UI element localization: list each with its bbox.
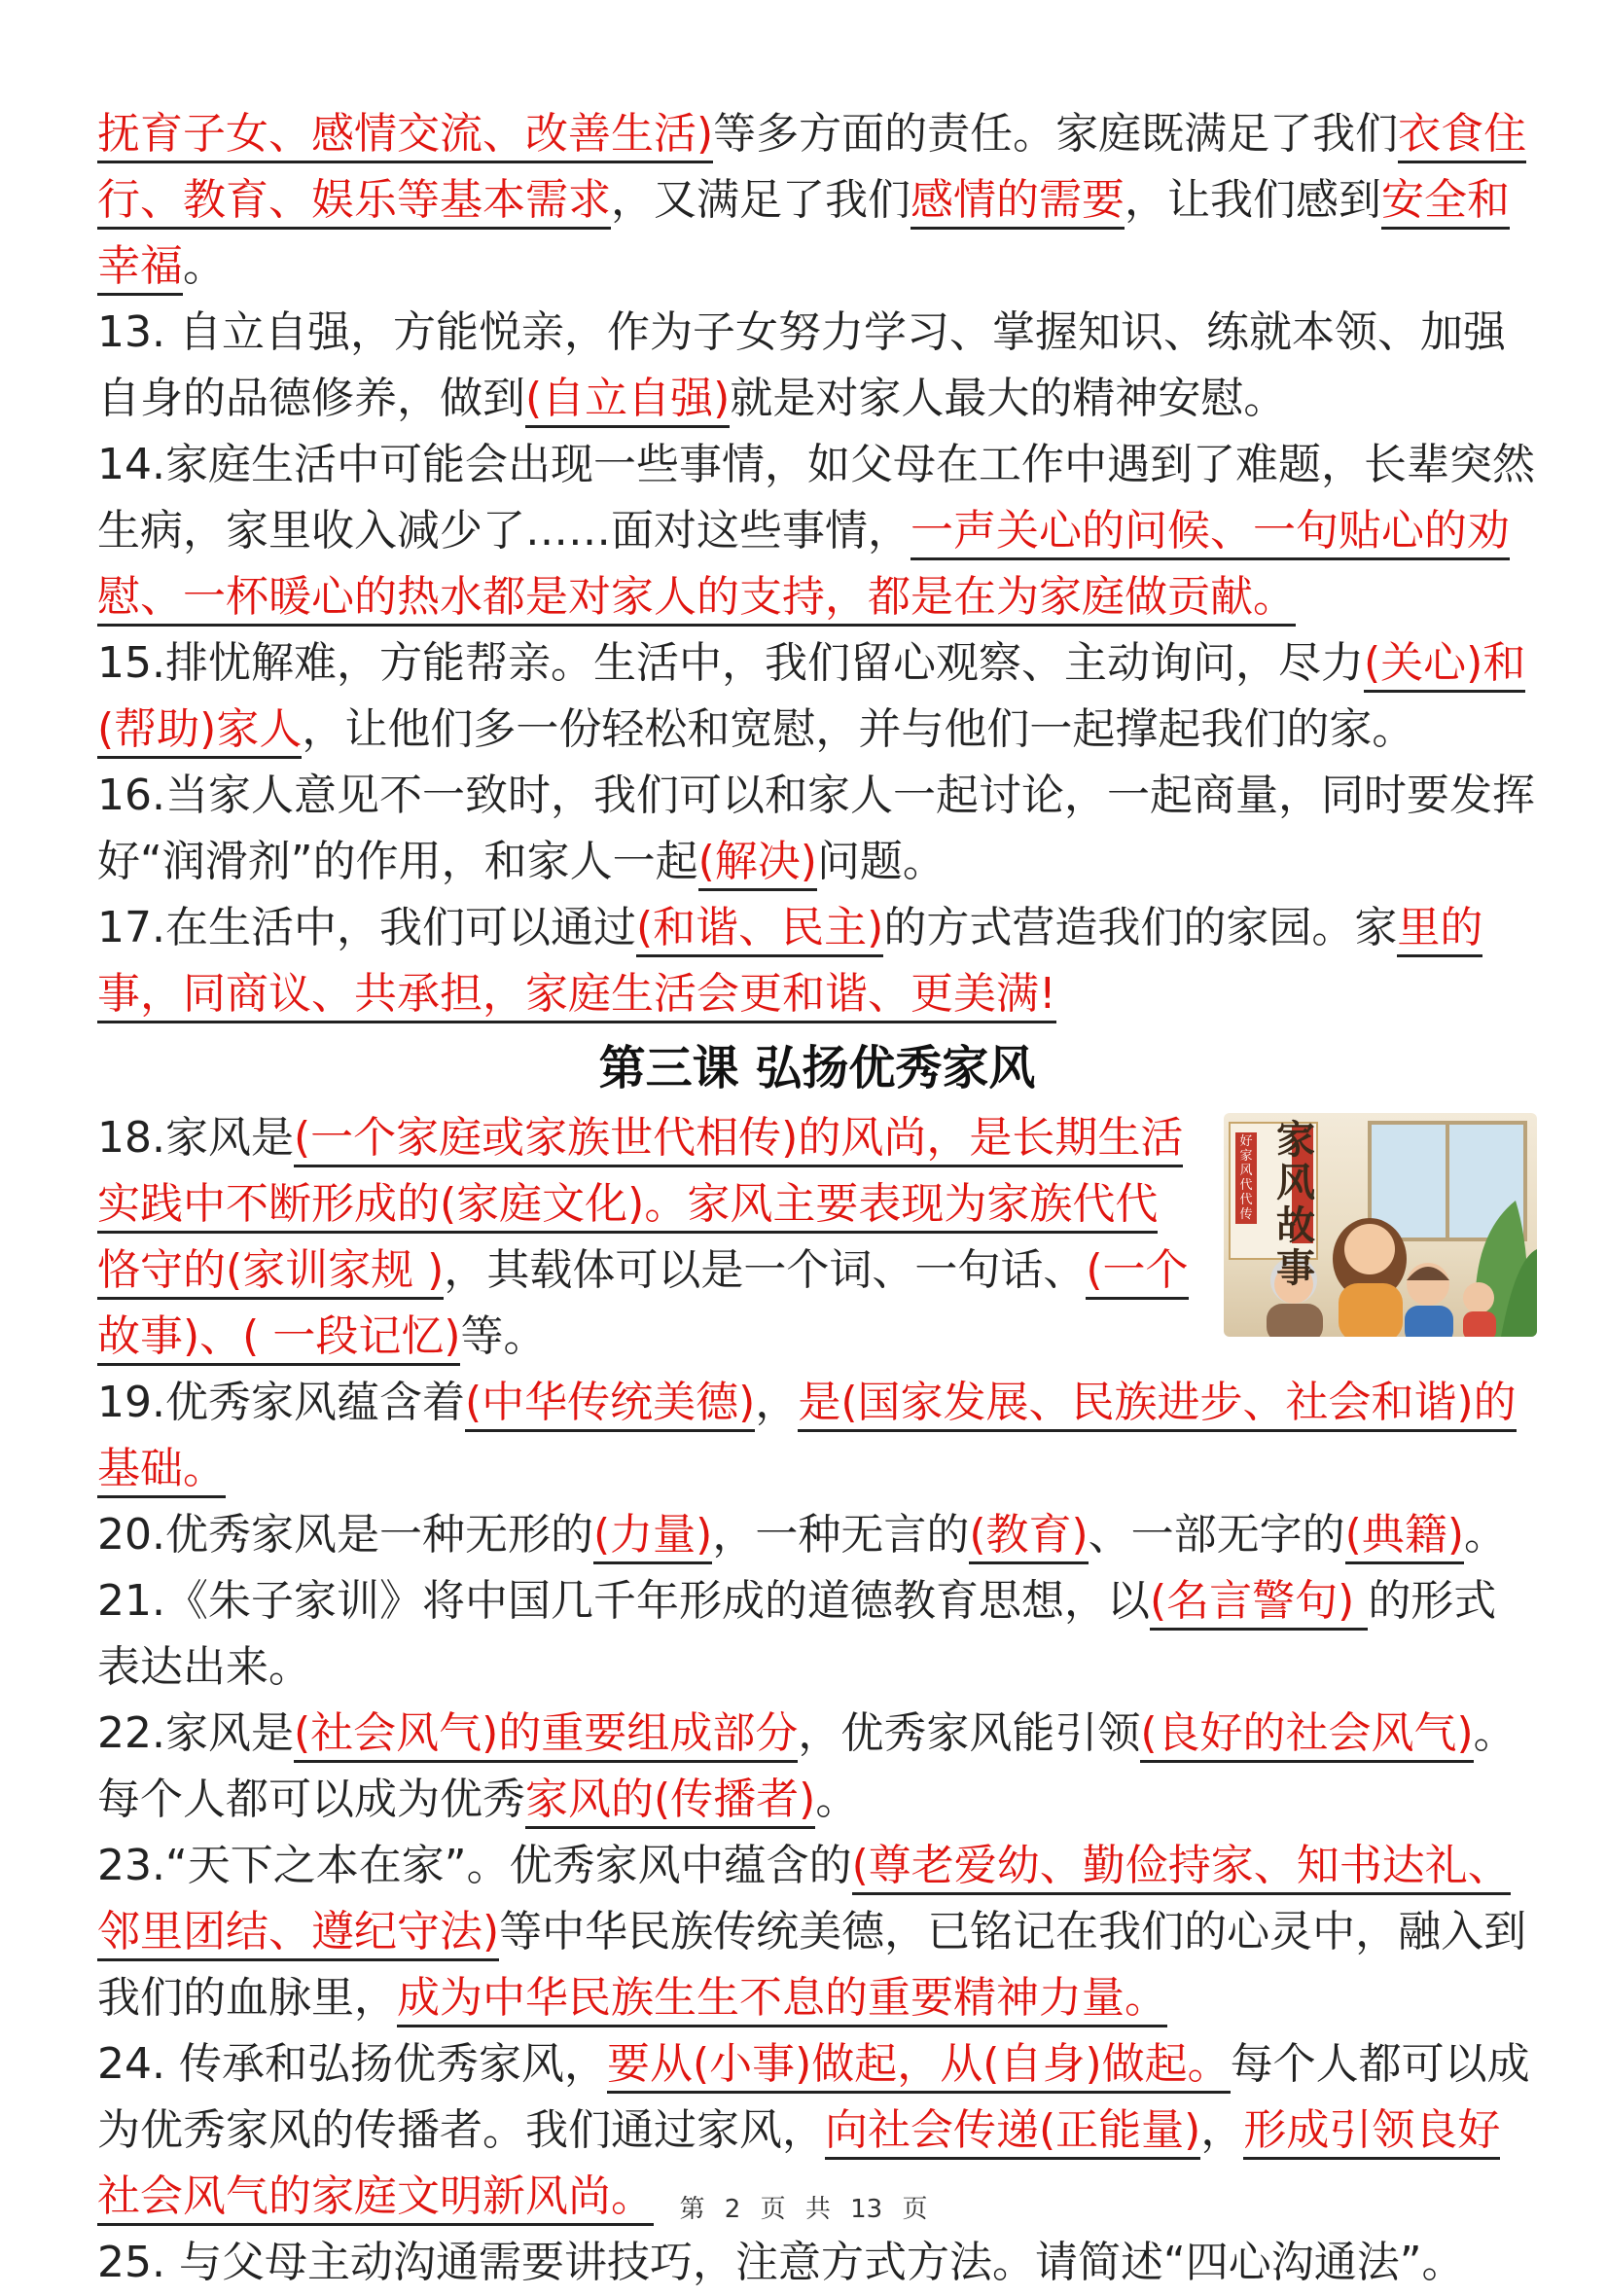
body-text: 的形式表达出来。 <box>97 1576 1497 1692</box>
page-footer <box>0 2189 1607 2225</box>
body-text: 每个人都可以成为优秀家风的传播者。我们通过家风， <box>97 2039 1530 2155</box>
body-text: 23.“天下之本在家”。优秀家风中蕴含的 <box>97 1841 852 1890</box>
body-text: 。 <box>815 1775 859 1824</box>
body-text: 20.优秀家风是一种无形的 <box>97 1510 593 1560</box>
body-text: 。 <box>183 241 226 291</box>
body-text: ，让他们多一份轻松和宽慰，并与他们一起撑起我们的家。 <box>302 704 1415 754</box>
body-text: 的方式营造我们的家园。家 <box>883 903 1398 952</box>
body-text: 22.家风是 <box>97 1708 294 1758</box>
lesson-title: 第三课 弘扬优秀家风 <box>598 1041 1036 1095</box>
body-text: ，优秀家风能引领 <box>798 1708 1141 1758</box>
footer-label: 第 <box>679 2195 705 2224</box>
answer-text: (关心)和(帮助)家人 <box>97 638 1525 759</box>
body-text: 15.排忧解难，方能帮亲。生活中，我们留心观察、主动询问，尽力 <box>97 638 1364 688</box>
body-text: ，其载体可以是一个词、一句话、 <box>444 1245 1087 1295</box>
illustration-title: 家风故事 <box>1276 1117 1315 1291</box>
body-text: 。每个人都可以成为优秀 <box>97 1708 1517 1824</box>
answer-text: (社会风气)的重要组成部分 <box>294 1708 798 1763</box>
document-page <box>97 101 1537 2296</box>
answer-text: 里的事，同商议、共承担，家庭生活会更和谐、更美满! <box>97 903 1482 1023</box>
illustration-art <box>1224 1113 1537 1337</box>
body-text: 14.家庭生活中可能会出现一些事情，如父母在工作中遇到了难题，长辈突然生病，家里收入减少了……面对这些事情， <box>97 440 1535 556</box>
paragraph <box>97 101 1537 300</box>
body-text: ， <box>755 1378 799 1427</box>
answer-text: (力量) <box>593 1510 712 1564</box>
answer-text: 一声关心的问候、一句贴心的劝慰、一杯暖心的热水都是对家人的支持，都是在为家庭做贡献。 <box>97 506 1510 627</box>
total-pages: 13 <box>850 2195 883 2224</box>
body-text: 等多方面的责任。家庭既满足了我们 <box>713 109 1399 159</box>
paragraphs-bottom <box>97 1105 1537 2296</box>
paragraph <box>97 1105 1537 1370</box>
answer-text: (典籍) <box>1345 1510 1464 1564</box>
answer-text: 是(国家发展、民族进步、社会和谐)的基础。 <box>97 1378 1517 1498</box>
body-text: ，又满足了我们 <box>611 175 911 225</box>
paragraphs-top <box>97 101 1537 1027</box>
family-story-illustration <box>1224 1113 1537 1337</box>
body-text: 16.当家人意见不一致时，我们可以和家人一起讨论，一起商量，同时要发挥好“润滑剂”的作用，和家人一起 <box>97 771 1535 886</box>
body-text: ，一种无言的 <box>712 1510 970 1560</box>
paragraph <box>97 432 1537 630</box>
answer-text: 抚育子女、感情交流、改善生活) <box>97 109 713 163</box>
paragraph <box>97 1502 1537 1568</box>
answer-text: (良好的社会风气) <box>1140 1708 1473 1763</box>
body-text: ，让我们感到 <box>1125 175 1381 225</box>
body-text: ， <box>1200 2105 1244 2155</box>
body-text: 、一部无字的 <box>1088 1510 1345 1560</box>
answer-text: 向社会传递(正能量) <box>825 2105 1200 2160</box>
body-text: 25. 与父母主动沟通需要讲技巧，注意方式方法。请简述“四心沟通法”。 <box>97 2238 1465 2287</box>
body-text: 17.在生活中，我们可以通过 <box>97 903 636 952</box>
paragraph <box>97 1370 1537 1502</box>
paragraph <box>97 1833 1537 2031</box>
footer-label: 页 <box>902 2195 928 2224</box>
body-text: 13. 自立自强，方能悦亲，作为子女努力学习、掌握知识、练就本领、加强自身的品德修养，做到 <box>97 307 1506 423</box>
page-number: 2 <box>724 2195 741 2224</box>
answer-text: 安全和幸福 <box>97 175 1510 296</box>
paragraph <box>97 763 1537 895</box>
body-text: 等。 <box>460 1311 547 1361</box>
answer-text: 感情的需要 <box>911 175 1125 230</box>
answer-text: (教育) <box>969 1510 1088 1564</box>
body-text: 。 <box>1464 1510 1508 1560</box>
answer-text: (尊老爱幼、勤俭持家、知书达礼、邻里团结、遵纪守法) <box>97 1841 1511 1961</box>
answer-text: 要从(小事)做起，从(自身)做起。 <box>607 2039 1231 2094</box>
answer-text: (名言警句) <box>1150 1576 1368 1631</box>
paragraph <box>97 1568 1537 1701</box>
paragraph <box>97 895 1537 1027</box>
footer-label: 页 <box>760 2195 786 2224</box>
body-text: 问题。 <box>816 837 946 886</box>
answer-text: 衣食住行、教育、娱乐等基本需求 <box>97 109 1526 230</box>
body-text: 18.家风是 <box>97 1113 294 1163</box>
answer-text: (一个家庭或家族世代相传)的风尚，是长期生活实践中不断形成的(家庭文化)。家风主要表现为家族代代恪守的(家训家规 ) <box>97 1113 1183 1300</box>
paragraph <box>97 1701 1537 1833</box>
footer-label: 共 <box>804 2195 831 2224</box>
body-text: 21.《朱子家训》将中国几千年形成的道德教育思想，以 <box>97 1576 1150 1626</box>
answer-text: 家风的(传播者) <box>525 1775 815 1829</box>
paragraph <box>97 2230 1537 2296</box>
answer-text: (解决) <box>698 837 817 891</box>
answer-text: (自立自强) <box>525 374 730 428</box>
body-text: 24. 传承和弘扬优秀家风， <box>97 2039 607 2089</box>
body-text: 等中华民族传统美德，已铭记在我们的心灵中，融入到我们的血脉里， <box>97 1907 1527 2023</box>
illustration-subtitle: 好家风代代传 <box>1235 1132 1257 1224</box>
paragraph <box>97 300 1537 432</box>
answer-text: (中华传统美德) <box>465 1378 755 1432</box>
answer-text: (一个故事)、( 一段记忆) <box>97 1245 1189 1366</box>
body-text: 19.优秀家风蕴含着 <box>97 1378 465 1427</box>
answer-text: 形成引领良好社会风气的家庭文明新风尚。 <box>97 2105 1500 2226</box>
body-text: 就是对家人最大的精神安慰。 <box>730 374 1287 423</box>
answer-text: (和谐、民主) <box>636 903 883 957</box>
paragraph <box>97 630 1537 763</box>
answer-text: 成为中华民族生生不息的重要精神力量。 <box>397 1973 1167 2027</box>
